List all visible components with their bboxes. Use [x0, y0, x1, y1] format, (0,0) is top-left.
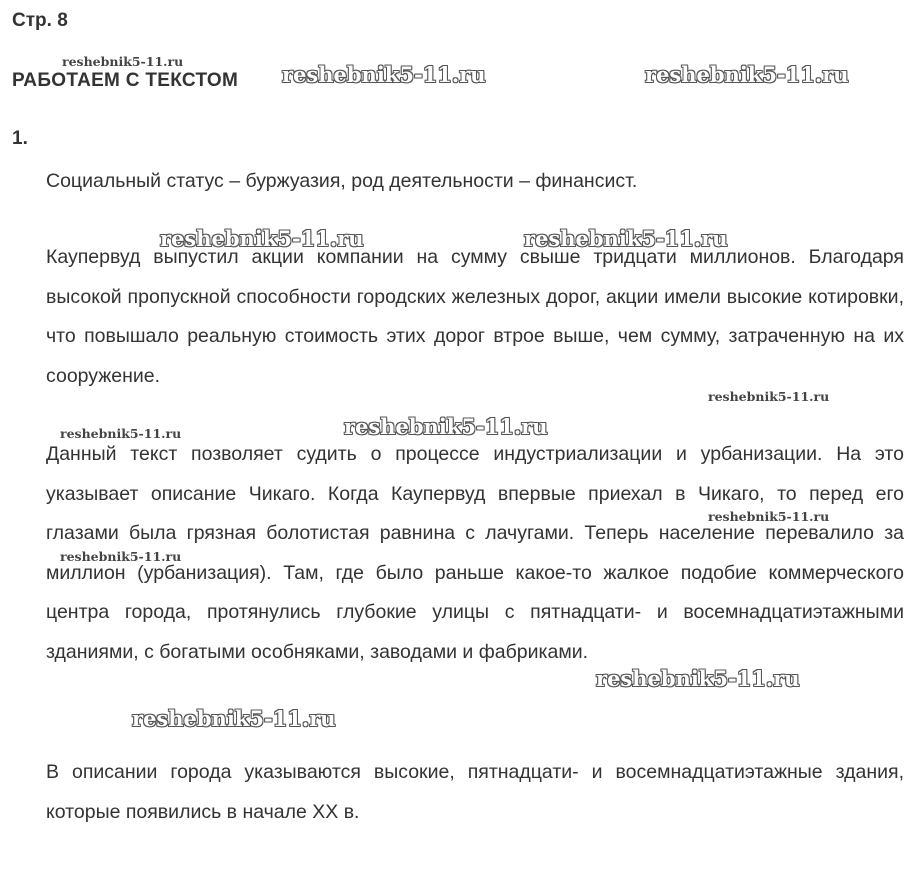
answer-paragraph-industrialization	[46, 435, 904, 672]
watermark: reshebnik5-11.ru	[708, 389, 830, 404]
paragraph-text: Социальный статус – буржуазия, род деятельности – финансист.	[46, 170, 638, 192]
watermark: reshebnik5-11.ru	[524, 226, 728, 251]
watermark: reshebnik5-11.ru	[132, 706, 336, 731]
answer-paragraph-shares	[46, 238, 904, 396]
watermark: reshebnik5-11.ru	[344, 414, 548, 439]
page-number: Стр. 8	[12, 10, 68, 31]
watermark: reshebnik5-11.ru	[282, 62, 486, 87]
watermark: reshebnik5-11.ru	[160, 226, 364, 251]
section-heading: РАБОТАЕМ С ТЕКСТОМ	[12, 70, 239, 91]
watermark: reshebnik5-11.ru	[60, 549, 182, 564]
paragraph-text: Данный текст позволяет судить о процессе индустриализации и урбанизации. На это указывает описание Чикаго. Когда Каупервуд впервые приехал в Чикаго, то перед его глазами была грязная болотистая равнина с лачугами. Теперь население перевалило за миллион (урбанизация). Там, где было раньше какое-то жалкое подобие коммерческого центра города, протянулись глубокие улицы с пятнадцати- и восемнадцатиэтажными зданиями, с богатыми особняками, заводами и фабриками.	[46, 443, 904, 663]
watermark: reshebnik5-11.ru	[596, 666, 800, 691]
watermark: reshebnik5-11.ru	[708, 509, 830, 524]
answer-paragraph-buildings	[46, 753, 904, 832]
answer-paragraph-status	[46, 162, 904, 202]
watermark: reshebnik5-11.ru	[62, 54, 184, 69]
task-number: 1.	[12, 128, 28, 149]
paragraph-text: Каупервуд выпустил акции компании на сумму свыше тридцати миллионов. Благодаря высокой пропускной способности городских железных дорог, акции имели высокие котировки, что повышало реальную стоимость этих дорог втрое выше, чем сумму, затраченную на их сооружение.	[46, 246, 904, 387]
watermark: reshebnik5-11.ru	[60, 426, 182, 441]
paragraph-text: В описании города указываются высокие, пятнадцати- и восемнадцатиэтажные здания, которые появились в начале XX в.	[46, 761, 904, 823]
watermark: reshebnik5-11.ru	[645, 62, 849, 87]
